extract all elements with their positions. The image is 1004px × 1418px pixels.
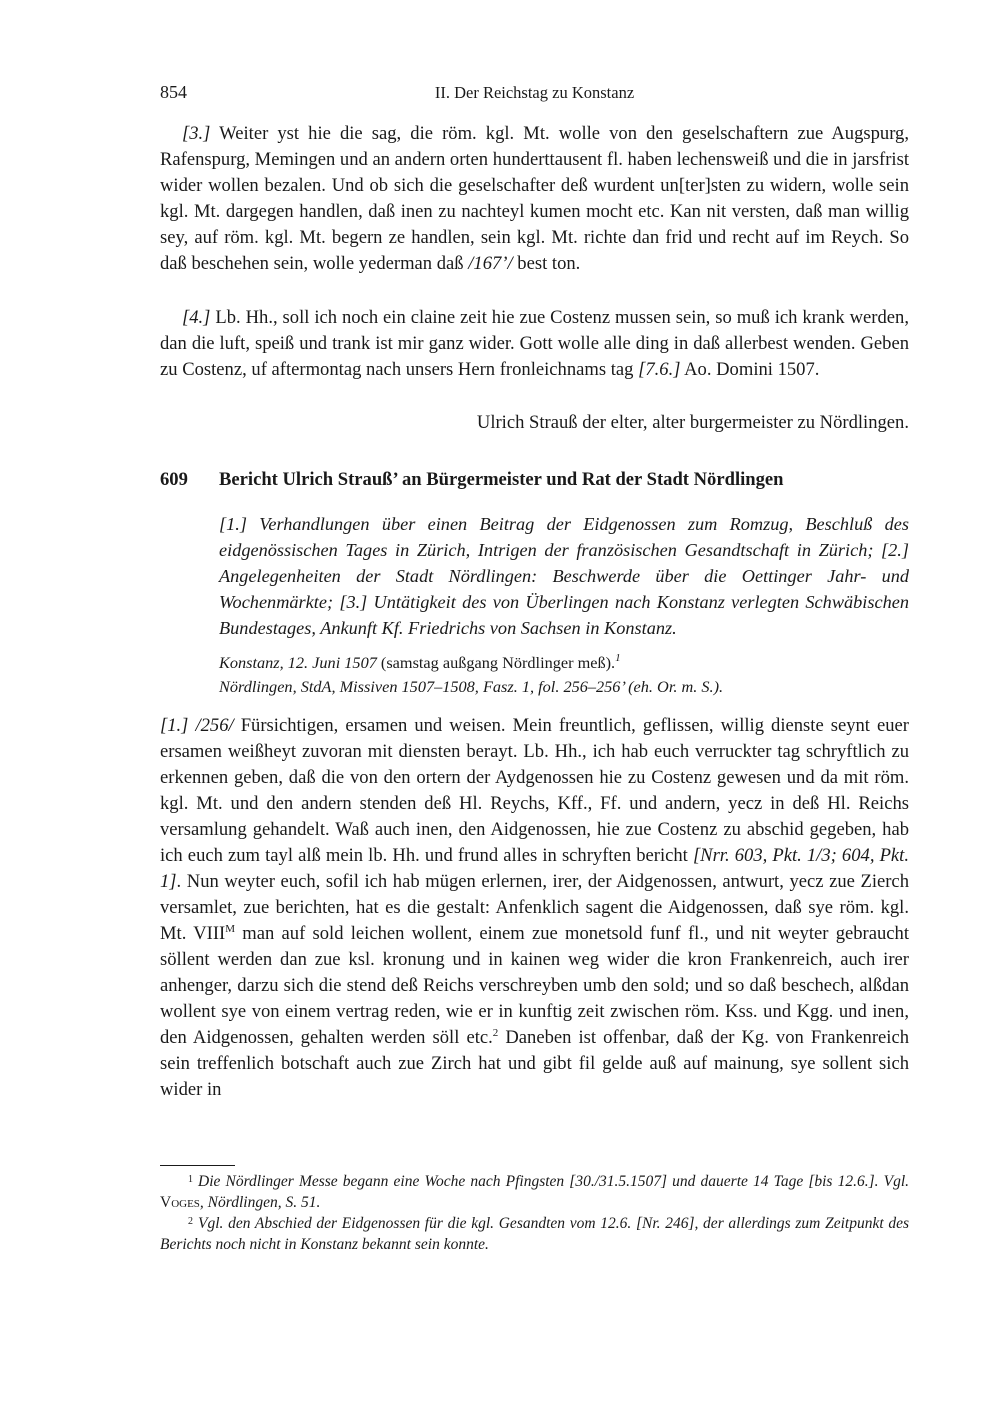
footnote-divider <box>160 1165 235 1166</box>
footnote-mark: 2 <box>188 1216 193 1227</box>
date-original: (samstag außgang Nördlinger meß). <box>376 653 616 672</box>
signature: Ulrich Strauß der elter, alter burgermeister zu Nördlingen. <box>476 412 909 433</box>
superscript-m: M <box>225 923 236 935</box>
footnote-text: Vgl. den Abschied der Eidgenossen für die kgl. Gesandten vom 12.6. [Nr. 246], der allerdings zum Zeitpunkt des Berichts noch nicht in Konstanz bekannt sein konnte. <box>160 1215 909 1253</box>
section-folio-marker: [1.] /256/ <box>160 715 234 736</box>
footnote-text: , Nördlingen, S. 51. <box>199 1194 321 1211</box>
footnote-text: Die Nördlinger Messe begann eine Woche nach Pfingsten [30./31.5.1507] und dauerte 14 Tage [bis 12.6.]. Vgl. <box>198 1173 909 1190</box>
section-marker: [3.] <box>182 123 211 144</box>
footnote-2 <box>160 1211 909 1255</box>
body-text: . Nun weyter euch, sofil ich hab mügen erlernen, irer, der Aidgenossen, antwurt, yecz zue Zierch versamlet, zue berichten, hat es die gestalt: Anfenklich sagent die Aidgenossen, daß sye röm. kgl. Mt. VIII <box>160 871 909 944</box>
regest: [1.] Verhandlungen über einen Beitrag der Eidgenossen zum Romzug, Beschluß des eidgenössischen Tages in Zürich, Intrigen der französischen Gesandtschaft in Zürich; [2.] Angelegenheiten der Stadt Nördlingen: Beschwerde über die Oettinger Jahr- und Wochenmärkte; [3.] Untätigkeit des von Überlingen nach Konstanz verlegten Schwäbischen Bundestages, Ankunft Kf. Friedrichs von Sachsen in Konstanz. <box>219 514 909 638</box>
running-title: II. Der Reichstag zu Konstanz <box>434 83 635 102</box>
document-title: Bericht Ulrich Strauß’ an Bürgermeister und Rat der Stadt Nördlingen <box>219 469 784 490</box>
footnote-mark: 1 <box>188 1174 193 1185</box>
footnote-ref-1[interactable]: 1 <box>615 652 621 664</box>
paragraph-3 <box>160 121 909 277</box>
document-number: 609 <box>160 469 188 490</box>
footnote-1 <box>160 1169 909 1213</box>
date-line <box>219 651 909 674</box>
folio-marker: /167’/ <box>468 253 513 274</box>
source-line: Nördlingen, StdA, Missiven 1507–1508, Fasz. 1, fol. 256–256’ (eh. Or. m. S.). <box>219 677 724 696</box>
footnote-author: Voges <box>160 1194 200 1211</box>
date-place: Konstanz, 12. Juni 1507 <box>219 653 377 672</box>
body-text: Daneben ist offenbar, daß der Kg. von Frankenreich sein treffenlich botschaft auch zue Zirch hat und gibt fil gelde auß auf mainung, sye sollent sich wider in <box>160 1027 909 1100</box>
footnote-ref-2[interactable]: 2 <box>492 1027 499 1039</box>
body-paragraph-1 <box>160 713 909 1103</box>
paragraph-text: Lb. Hh., soll ich noch ein claine zeit hie zue Costenz mussen sein, so muß ich krank werden, dan die luft, speiß und trank ist mir ganz wider. Gott wolle alle ding in daß allerbest wenden. Geben zu Costenz, uf aftermontag nach unsers Hern fronleichnams tag <box>160 307 909 380</box>
body-text: man auf sold leichen wollent, einem zue monetsold funf fl., und nit weyter gebraucht söllent werden dan zue ksl. kronung und in kainen weg wider die kron Frankenreich, auch irer anhenger, darzu sich die stend deß Reichs verschreyben umb den sold; und so daß beschech, alßdan wollent sye von einem vertrag reden, wie er in kunftig zeit zwischen röm. Kss. und Kgg. und inen, den Aidgenossen, gehalten werden söll etc. <box>160 923 909 1048</box>
cross-reference: [Nrr. 603, Pkt. 1/3; 604, Pkt. 1] <box>160 845 909 892</box>
section-marker: [4.] <box>182 307 211 328</box>
paragraph-text: Weiter yst hie die sag, die röm. kgl. Mt. wolle von den geselschaftern zue Augspurg, Rafenspurg, Memingen und an andern orten hunderttausent fl. haben lechensweiß und die in jarsfrist wider wollen bezalen. Und ob sich die geselschafter deß wurdent un[ter]sten zu widern, wolle sein kgl. Mt. dargegen handlen, daß inen zu nachteyl kumen mocht etc. Kan nit versten, daß man willig sey, auf röm. kgl. Mt. begern ze handlen, sein kgl. Mt. richte dan frid und recht auf im Reych. So daß beschehen sein, wolle yederman daß <box>160 123 909 274</box>
paragraph-text: best ton. <box>512 253 581 274</box>
running-head <box>160 82 909 106</box>
paragraph-4 <box>160 305 909 383</box>
page-number: 854 <box>160 82 187 102</box>
body-text: Fürsichtigen, ersamen und weisen. Mein freuntlich, geflissen, willig dienste seynt euer ersamen weißheyt zuvoran mit diensten berayt. Lb. Hh., ich hab euch verruckter tag schryftlich zu erkennen geben, daß die von den ortern der Aydgenossen hie zu Costenz gewesen und da mit röm. kgl. Mt. und den andern stenden deß Hl. Reychs, Kff., Ff. und andern, yecz in deß Hl. Reichs versamlung gehandelt. Waß auch inen, den Aidgenossen, hie zue Costenz zu abschid gegeben, hab ich euch zum tayl alß mein lb. Hh. und frund alles in schryften bericht <box>160 715 910 866</box>
paragraph-text: Ao. Domini 1507. <box>680 359 820 380</box>
date-note: [7.6.] <box>638 359 681 380</box>
